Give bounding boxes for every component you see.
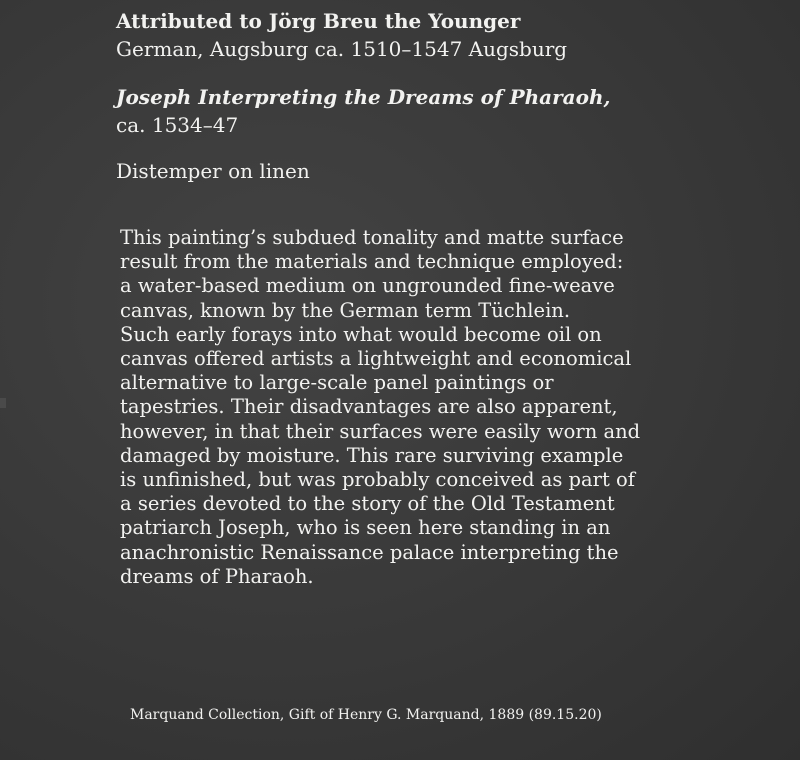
description-line: This painting’s subdued tonality and matte surface xyxy=(120,226,624,249)
description-line: however, in that their surfaces were easily worn and xyxy=(120,419,641,443)
artwork-date: ca. 1534–47 xyxy=(116,113,239,137)
description-line: result from the materials and technique employed: xyxy=(120,250,624,274)
description-line: dreams of Pharaoh. xyxy=(120,564,314,588)
description-line: a series devoted to the story of the Old Testament xyxy=(120,492,615,516)
description-line: Such early forays into what would become oil on xyxy=(120,322,602,346)
description-line: is unfinished, but was probably conceived as part of xyxy=(120,468,635,492)
artwork-description xyxy=(120,226,680,589)
artwork-title: Joseph Interpreting the Dreams of Pharaoh, xyxy=(116,85,611,109)
description-line: canvas offered artists a lightweight and economical xyxy=(120,347,632,371)
artist-nationality-dates: German, Augsburg ca. 1510–1547 Augsburg xyxy=(116,37,568,61)
credit-line: Marquand Collection, Gift of Henry G. Marquand, 1889 (89.15.20) xyxy=(130,707,602,723)
artwork-medium: Distemper on linen xyxy=(116,159,310,183)
description-line: anachronistic Renaissance palace interpreting the xyxy=(120,540,619,564)
description-line: alternative to large-scale panel paintings or xyxy=(120,371,554,395)
wall-edge-mark xyxy=(0,398,6,408)
artist-name: Attributed to Jörg Breu the Younger xyxy=(116,9,521,33)
description-line: damaged by moisture. This rare surviving example xyxy=(120,443,624,467)
description-line: a water-based medium on ungrounded fine-weave xyxy=(120,274,615,298)
description-line: canvas, known by the German term Tüchlein. xyxy=(120,298,571,322)
description-line: patriarch Joseph, who is seen here standing in an xyxy=(120,516,611,540)
description-line: tapestries. Their disadvantages are also apparent, xyxy=(120,395,618,419)
